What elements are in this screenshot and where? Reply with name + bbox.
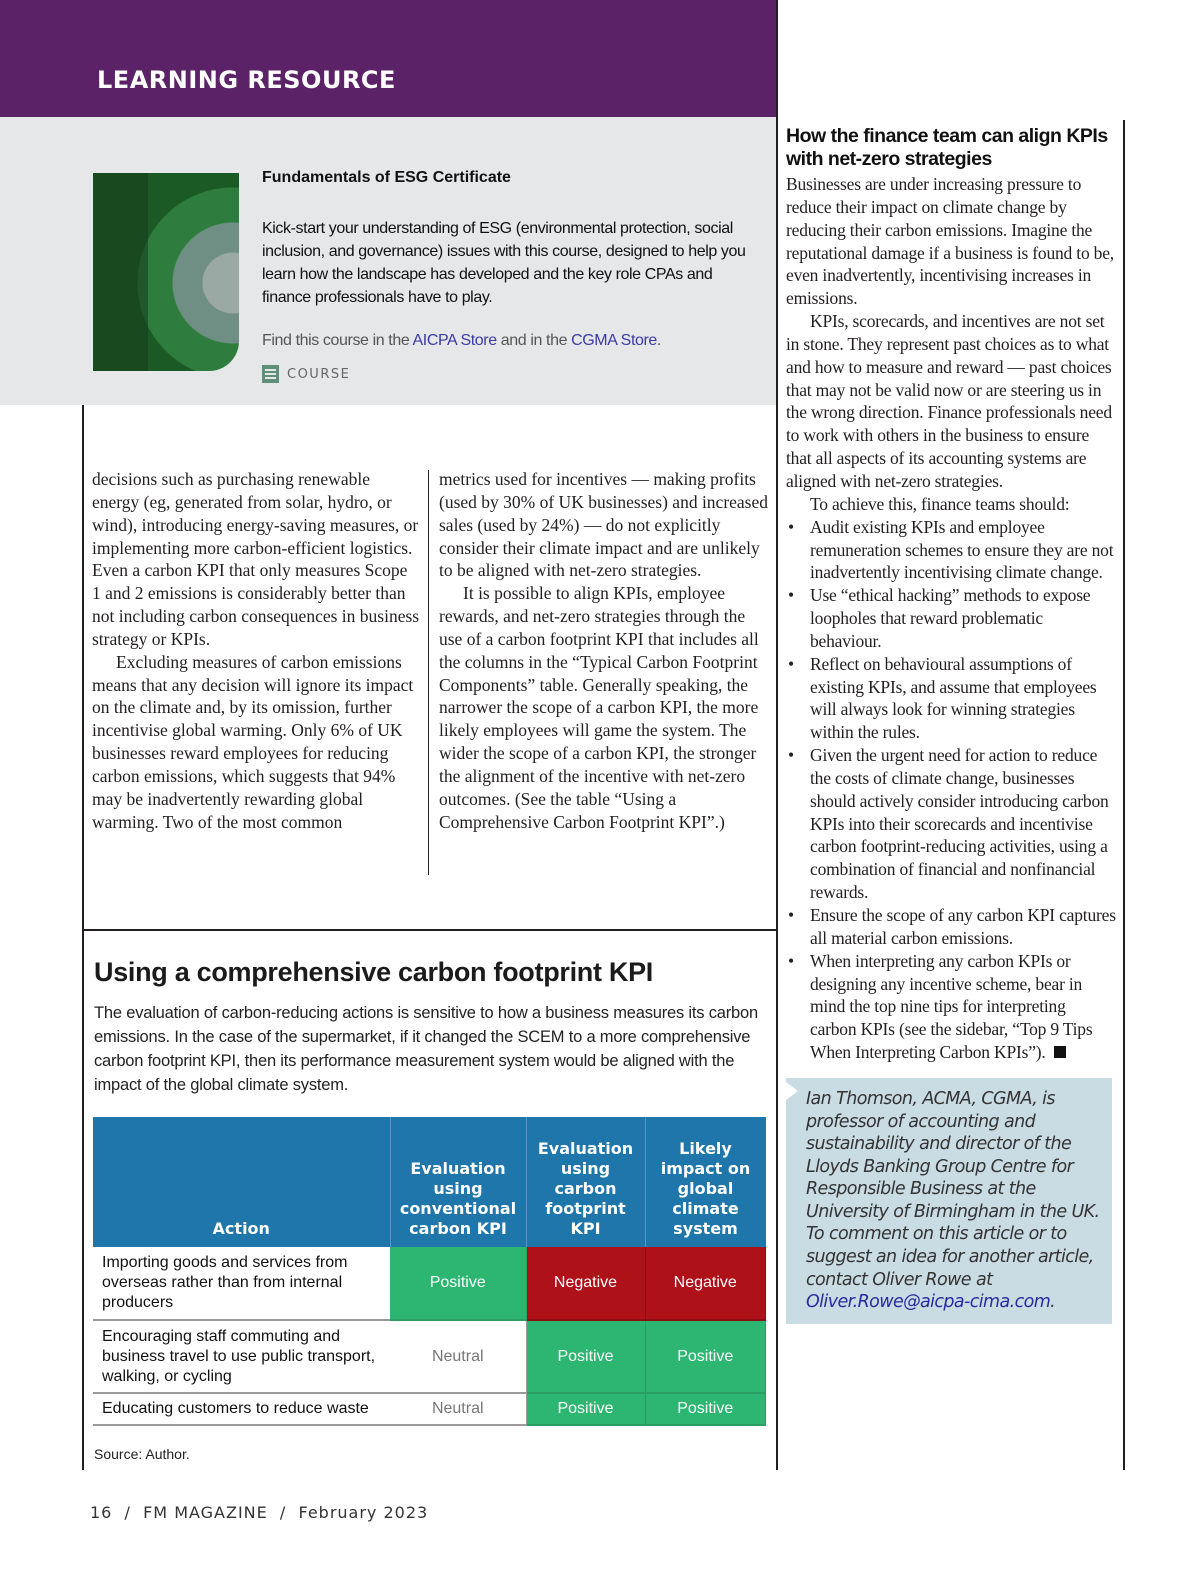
recommendation-list [786,516,1116,1064]
action-cell: Importing goods and services from overseas rather than from internal producers [93,1247,390,1320]
value-cell: Neutral [390,1320,526,1393]
paragraph: It is possible to align KPIs, employee rewards, and net-zero strategies through the use of a carbon footprint KPI that includes all the columns in the “Typical Carbon Footprint Components” table. Generally speaking, the narrower the scope of a carbon KPI, the more likely employees will game the system. The wider the scope of a carbon KPI, the stronger the alignment of the incentive with net-zero outcomes. (See the table “Using a Comprehensive Carbon Footprint KPI”.) [439,583,759,832]
header-conventional: Evaluation using conventional carbon KPI [390,1117,526,1247]
header-impact: Likely impact on global climate system [645,1117,766,1247]
table-row [93,1393,766,1425]
table-section [93,955,769,1462]
course-promo [0,117,777,405]
table-section-title: Using a comprehensive carbon footprint KPI [94,957,653,987]
table-row [93,1320,766,1393]
course-type [262,365,350,383]
carbon-kpi-table [93,1117,766,1426]
find-mid: and in the [496,332,572,349]
sidebar-body [786,173,1116,1064]
article-column-2 [439,468,769,834]
section-divider [82,929,777,931]
list-item: • Use “ethical hacking” methods to expose loopholes that reward problematic behaviour. [786,584,1116,653]
value-cell: Positive [645,1320,766,1393]
list-item-text: When interpreting any carbon KPIs or designing any incentive scheme, bear in mind the top nine tips for interpreting carbon KPIs (see the sidebar, “Top 9 Tips When Interpreting Carbon KPIs”). [810,950,1093,1063]
bio-text: Ian Thomson, ACMA, CGMA, is professor of accounting and sustainability and director of the Lloyds Banking Group Centre for Responsible Business at the University of Birmingham in the UK. To comment on this article or to suggest an idea for another article, contact Oliver Rowe at [806,1088,1100,1290]
list-item: • Given the urgent need for action to reduce the costs of climate change, businesses should actively consider introducing carbon KPIs into their scorecards and incentivise carbon footprint-reducing activities, using a combination of financial and nonfinancial rewards. [786,744,1116,904]
course-find-text [262,332,661,350]
header-footprint: Evaluation using carbon footprint KPI [526,1117,645,1247]
paragraph: KPIs, scorecards, and incentives are not set in stone. They represent past choices as to what and how to measure and reward — past choices that may not be valid now or are steering us in the wrong direction. Finance professionals need to work with others in the business to ensure that all aspects of its accounting systems are aligned with net-zero strategies. [786,311,1112,491]
table-source: Source: Author. [94,1446,190,1462]
sidebar [786,125,1116,1324]
find-prefix: Find this course in the [262,332,413,349]
header-action: Action [93,1117,390,1247]
course-description: Kick-start your understanding of ESG (environmental protection, social inclusion, and governance) issues with this course, designed to help you learn how the landscape has developed and the key role CPAs and finance professionals have to play. [262,220,746,306]
table-section-intro: The evaluation of carbon-reducing actions is sensitive to how a business measures its carbon emissions. In the case of the supermarket, if it changed the SCEM to a more comprehensive carbon footprint KPI, then its performance measurement system would be aligned with the impact of the global climate system. [94,1004,758,1094]
list-item: • Ensure the scope of any carbon KPI captures all material carbon emissions. [786,904,1116,950]
course-type-label: COURSE [287,366,351,382]
paragraph: To achieve this, finance teams should: [810,493,1070,514]
bio-end: . [1050,1292,1056,1313]
list-item [786,950,1116,1064]
paragraph: decisions such as purchasing renewable energy (eg, generated from solar, hydro, or wind), introducing energy-saving measures, or implementing more carbon-efficient logistics. Even a carbon KPI that only measures Scope 1 and 2 emissions is considerably better than not including carbon consequences in business strategy or KPIs. [92,469,420,649]
article-column-1 [92,468,420,834]
left-rule [82,405,84,1470]
section-header [0,0,777,117]
paragraph: Excluding measures of carbon emissions means that any decision will ignore its impact on the climate and, by its omission, further incentivise global warming. Only 6% of UK businesses reward employees for reducing carbon emissions, which suggests that 94% may be inadvertently rewarding global warming. Two of the most common [92,651,414,832]
author-bio [786,1078,1112,1324]
aicpa-store-link[interactable]: AICPA Store [412,332,497,349]
center-rule [776,0,778,1470]
action-cell: Educating customers to reduce waste [93,1393,390,1425]
cgma-store-link[interactable]: CGMA Store [571,332,657,349]
list-item: • Audit existing KPIs and employee remuneration schemes to ensure they are not inadvertently incentivising climate change. [786,516,1116,585]
course-thumbnail[interactable] [93,173,239,371]
right-rule [1123,120,1125,1470]
value-cell: Negative [526,1247,645,1320]
end-mark-icon [1054,1046,1066,1058]
value-cell: Positive [645,1393,766,1425]
column-divider [428,470,429,875]
find-suffix: . [656,332,661,349]
value-cell: Positive [390,1247,526,1320]
table-row [93,1247,766,1320]
value-cell: Neutral [390,1393,526,1425]
value-cell: Negative [645,1247,766,1320]
course-icon [262,365,279,383]
value-cell: Positive [526,1320,645,1393]
sidebar-heading: How the finance team can align KPIs with net-zero strategies [786,125,1108,170]
course-title[interactable]: Fundamentals of ESG Certificate [262,169,511,186]
page-footer: 16 / FM MAGAZINE / February 2023 [90,1503,429,1522]
section-label: LEARNING RESOURCE [97,66,396,94]
paragraph: Businesses are under increasing pressure to reduce their impact on climate change by reducing their carbon emissions. Imagine the reputational damage if a business is found to be, even inadvertently, incentivising increases in emissions. [786,174,1114,309]
list-item: • Reflect on behavioural assumptions of existing KPIs, and assume that employees will always look for winning strategies within the rules. [786,653,1116,744]
value-cell: Positive [526,1393,645,1425]
paragraph: metrics used for incentives — making profits (used by 30% of UK businesses) and increased sales (used by 24%) — do not explicitly consider their climate impact and are unlikely to be aligned with net-zero strategies. [439,469,769,581]
email-link[interactable]: Oliver.Rowe@aicpa-cima.com [806,1292,1051,1313]
action-cell: Encouraging staff commuting and business travel to use public transport, walking, or cycling [93,1320,390,1393]
